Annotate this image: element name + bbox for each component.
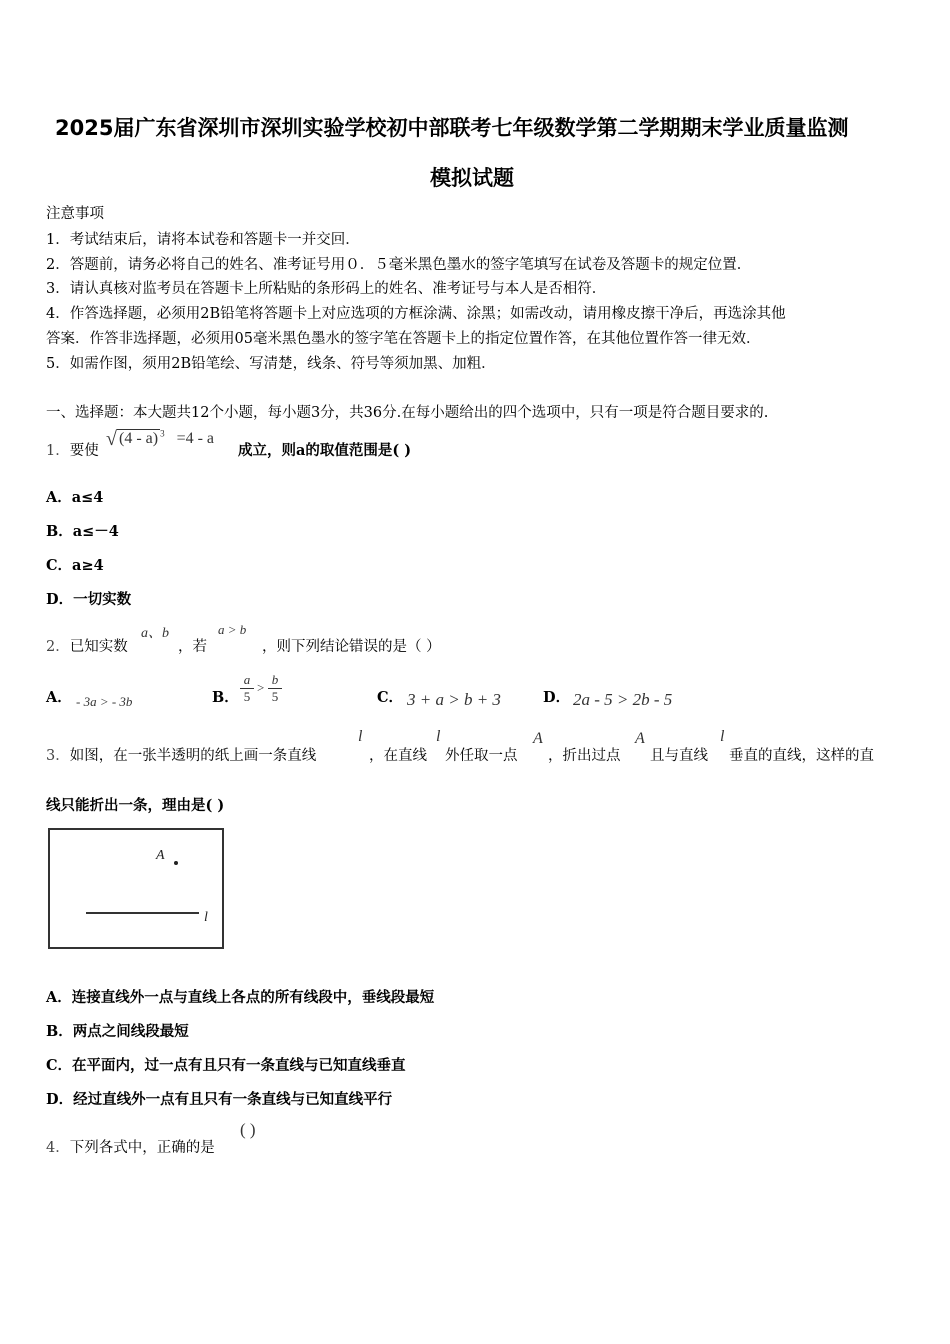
- q3-l-2: l: [436, 728, 441, 745]
- q3-p3: 外任取一点: [445, 748, 518, 764]
- q1-pre: 要使: [69, 443, 99, 459]
- q2-mid: ，若: [178, 639, 207, 655]
- notice-heading: 注意事项: [46, 206, 104, 222]
- point-a-label: A: [156, 848, 165, 863]
- line-l-label: l: [204, 910, 208, 925]
- q2-number: 2．: [46, 639, 70, 655]
- notice-item-2: 2．答题前，请务必将自己的姓名、准考证号用０．５毫米黑色墨水的签字笔填写在试卷及答题卡的规定位置．: [46, 257, 752, 273]
- notice-item-4-cont: 答案．作答非选择题，必须用05毫米黑色墨水的签字笔在答题卡上的指定位置作答，在其他位置作答一律无效．: [46, 331, 761, 347]
- q1-radicand: (4 - a): [118, 430, 159, 447]
- q3-p2: ，在直线: [369, 748, 427, 764]
- q1-option-a[interactable]: A．a≤4: [46, 489, 104, 506]
- q2-option-c-label[interactable]: C．: [377, 689, 404, 706]
- q3-p1: 如图，在一张半透明的纸上画一条直线: [69, 748, 317, 764]
- q3-stem: [46, 744, 316, 765]
- q2-option-b-label[interactable]: B．: [212, 689, 239, 706]
- q1-stem: [46, 439, 99, 460]
- q2-option-d-label[interactable]: D．: [543, 689, 571, 706]
- q4-text: 下列各式中，正确的是: [69, 1140, 215, 1156]
- q2-b-num-a: a: [240, 672, 254, 689]
- q1-rhs: =4 - a: [176, 430, 215, 447]
- line-l: [86, 912, 199, 914]
- q3-A-1: A: [533, 730, 543, 747]
- q3-stem-line2: 线只能折出一条，理由是( ): [46, 797, 225, 814]
- q4-paren: ( ): [240, 1120, 256, 1139]
- q2-b-den-b: 5: [271, 689, 279, 704]
- q2-option-b-frac-b[interactable]: [268, 672, 282, 705]
- q3-l-1: l: [358, 728, 363, 745]
- notice-item-1: 1．考试结束后，请将本试卷和答题卡一并交回．: [46, 232, 360, 248]
- q1-number: 1．: [46, 443, 70, 459]
- q2-option-a-label[interactable]: A．: [46, 689, 72, 706]
- q3-l-3: l: [720, 728, 725, 745]
- notice-item-3: 3．请认真核对监考员在答题卡上所粘贴的条形码上的姓名、准考证号与本人是否相符．: [46, 281, 607, 297]
- q3-A-2: A: [635, 730, 645, 747]
- notice-item-5: 5．如需作图，须用2B铅笔绘、写清楚，线条、符号等须加黑、加粗．: [46, 356, 496, 372]
- q2-condition: a > b: [218, 622, 247, 637]
- q4-number: 4．: [46, 1140, 70, 1156]
- q3-p4: ，折出过点: [548, 748, 621, 764]
- q2-option-b-gt: >: [257, 680, 265, 695]
- q2-vars: a、b: [141, 626, 169, 641]
- q1-exponent: 3: [160, 428, 165, 439]
- q3-option-a[interactable]: A．连接直线外一点与直线上各点的所有线段中，垂线段最短: [46, 989, 435, 1006]
- q1-option-b[interactable]: B．a≤－4: [46, 523, 119, 540]
- q3-p5: 且与直线: [650, 748, 708, 764]
- q1-formula: [106, 426, 214, 449]
- page-title-line2: 模拟试题: [430, 166, 514, 190]
- q2-option-c-expr[interactable]: 3 + a > b + 3: [407, 690, 501, 709]
- q3-option-c[interactable]: C．在平面内，过一点有且只有一条直线与已知直线垂直: [46, 1057, 406, 1074]
- point-a-dot: [174, 861, 178, 865]
- q3-p6: 垂直的直线，这样的直: [729, 748, 874, 764]
- page-title: 2025届广东省深圳市深圳实验学校初中部联考七年级数学第二学期期末学业质量监测: [55, 116, 849, 140]
- q2-pre: 已知实数: [69, 639, 128, 655]
- q1-post: 成立，则a的取值范围是( ): [238, 442, 412, 459]
- section-heading: 一、选择题：本大题共12个小题，每小题3分，共36分.在每小题给出的四个选项中，只有一项是符合题目要求的.: [46, 405, 769, 421]
- q1-option-d[interactable]: D．一切实数: [46, 591, 132, 608]
- q2-post: ，则下列结论错误的是（ ）: [262, 639, 441, 655]
- q2-option-b-frac-a[interactable]: [240, 672, 254, 705]
- q2-stem: [46, 635, 128, 656]
- q3-figure: [48, 828, 224, 949]
- q2-option-a-expr[interactable]: - 3a > - 3b: [76, 694, 133, 709]
- radical-sign-icon: √: [106, 428, 117, 450]
- q2-b-num-b: b: [268, 672, 282, 689]
- q2-option-d-expr[interactable]: 2a - 5 > 2b - 5: [573, 690, 673, 709]
- q3-number: 3．: [46, 748, 70, 764]
- notice-item-4: 4．作答选择题，必须用2B铅笔将答题卡上对应选项的方框涂满、涂黑；如需改动，请用橡皮擦干净后，再选涂其他: [46, 306, 786, 322]
- q4-stem: [46, 1136, 215, 1157]
- q2-b-den-a: 5: [243, 689, 251, 704]
- q3-option-b[interactable]: B．两点之间线段最短: [46, 1023, 189, 1040]
- q3-option-d[interactable]: D．经过直线外一点有且只有一条直线与已知直线平行: [46, 1091, 393, 1108]
- q1-option-c[interactable]: C．a≥4: [46, 557, 104, 574]
